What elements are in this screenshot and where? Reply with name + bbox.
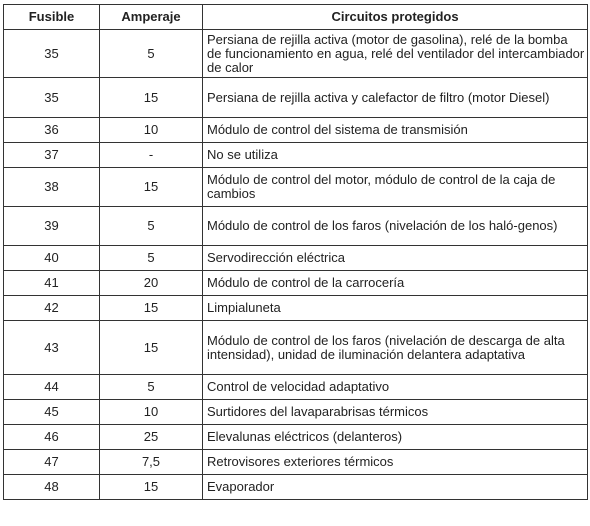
fuse-number-cell: 41 [4, 271, 100, 296]
table-row [4, 207, 588, 246]
amperage-cell: 15 [100, 168, 203, 207]
amperage-cell: 15 [100, 321, 203, 375]
amperage-cell: 5 [100, 246, 203, 271]
amperage-cell: 5 [100, 207, 203, 246]
table-row [4, 375, 588, 400]
fuse-number-cell: 35 [4, 30, 100, 78]
table-row [4, 296, 588, 321]
table-row [4, 30, 588, 78]
amperage-cell: 20 [100, 271, 203, 296]
amperage-cell: 15 [100, 78, 203, 118]
table-row [4, 78, 588, 118]
circuits-cell: Elevalunas eléctricos (delanteros) [203, 425, 588, 450]
circuits-cell: Módulo de control del motor, módulo de control de la caja de cambios [203, 168, 588, 207]
fuse-number-cell: 40 [4, 246, 100, 271]
circuits-cell: Surtidores del lavaparabrisas térmicos [203, 400, 588, 425]
fuse-number-cell: 45 [4, 400, 100, 425]
table-row [4, 168, 588, 207]
table-row [4, 143, 588, 168]
circuits-cell: Módulo de control de la carrocería [203, 271, 588, 296]
circuits-cell: Persiana de rejilla activa (motor de gasolina), relé de la bomba de funcionamiento en agua, relé del ventilador del intercambiador de calor [203, 30, 588, 78]
amperage-cell: 15 [100, 296, 203, 321]
amperage-cell: 10 [100, 118, 203, 143]
circuits-cell: Limpialuneta [203, 296, 588, 321]
circuits-cell: Módulo de control de los faros (nivelación de descarga de alta intensidad), unidad de iluminación delantera adaptativa [203, 321, 588, 375]
fuse-number-cell: 44 [4, 375, 100, 400]
fuse-number-cell: 37 [4, 143, 100, 168]
fuse-number-cell: 43 [4, 321, 100, 375]
fuse-number-cell: 42 [4, 296, 100, 321]
amperage-cell: 5 [100, 30, 203, 78]
fuse-number-cell: 35 [4, 78, 100, 118]
fuse-number-cell: 46 [4, 425, 100, 450]
column-header-amperage: Amperaje [100, 5, 203, 30]
circuits-cell: Módulo de control del sistema de transmisión [203, 118, 588, 143]
table-row [4, 118, 588, 143]
circuits-cell: No se utiliza [203, 143, 588, 168]
amperage-cell: 15 [100, 475, 203, 500]
circuits-cell: Evaporador [203, 475, 588, 500]
fuse-number-cell: 47 [4, 450, 100, 475]
fuse-number-cell: 36 [4, 118, 100, 143]
fuse-number-cell: 48 [4, 475, 100, 500]
header-row [4, 5, 588, 30]
circuits-cell: Control de velocidad adaptativo [203, 375, 588, 400]
amperage-cell: 7,5 [100, 450, 203, 475]
column-header-fuse: Fusible [4, 5, 100, 30]
table-row [4, 400, 588, 425]
table-row [4, 321, 588, 375]
table-row [4, 271, 588, 296]
circuits-cell: Servodirección eléctrica [203, 246, 588, 271]
table-row [4, 425, 588, 450]
column-header-circuits: Circuitos protegidos [203, 5, 588, 30]
circuits-cell: Persiana de rejilla activa y calefactor de filtro (motor Diesel) [203, 78, 588, 118]
amperage-cell: 10 [100, 400, 203, 425]
circuits-cell: Retrovisores exteriores térmicos [203, 450, 588, 475]
fuse-table [3, 4, 588, 500]
amperage-cell: 5 [100, 375, 203, 400]
table-row [4, 246, 588, 271]
table-row [4, 475, 588, 500]
fuse-number-cell: 39 [4, 207, 100, 246]
fuse-number-cell: 38 [4, 168, 100, 207]
table-row [4, 450, 588, 475]
circuits-cell: Módulo de control de los faros (nivelación de los haló-genos) [203, 207, 588, 246]
amperage-cell: 25 [100, 425, 203, 450]
amperage-cell: - [100, 143, 203, 168]
